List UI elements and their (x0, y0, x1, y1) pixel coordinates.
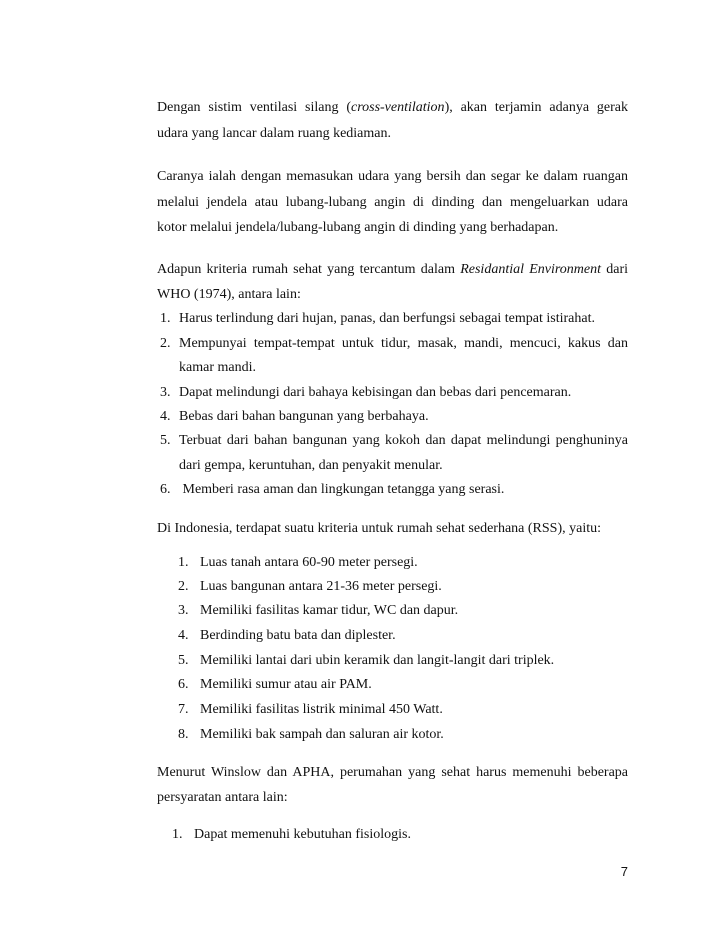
list-number: 4. (178, 628, 189, 643)
list-text: Berdinding batu bata dan diplester. (200, 628, 396, 643)
paragraph-3-line-2: WHO (1974), antara lain: (157, 287, 301, 302)
paragraph-2-line-3: kotor melalui jendela/lubang-lubang angin di dinding yang berhadapan. (157, 220, 559, 235)
list-number: 3. (160, 385, 171, 400)
text-run: dari (601, 262, 629, 277)
list-number: 6. (178, 677, 189, 692)
list-number: 5. (178, 653, 189, 668)
list-text: Memiliki fasilitas listrik minimal 450 Watt. (200, 702, 443, 717)
paragraph-1-line-1 (157, 99, 628, 117)
page-number: 7 (620, 864, 628, 879)
paragraph-4: Di Indonesia, terdapat suatu kriteria untuk rumah sehat sederhana (RSS), yaitu: (157, 521, 601, 536)
list-number: 1. (160, 311, 171, 326)
list-text: Memiliki bak sampah dan saluran air kotor. (200, 727, 444, 742)
list-text: Luas bangunan antara 21-36 meter persegi. (200, 579, 442, 594)
paragraph-3-line-1 (157, 261, 628, 279)
list-number: 2. (178, 579, 189, 594)
list-text: Memiliki sumur atau air PAM. (200, 677, 372, 692)
italic-term: Residantial Environment (460, 262, 602, 277)
paragraph-1-line-2: udara yang lancar dalam ruang kediaman. (157, 126, 392, 141)
list-number: 2. (160, 336, 171, 351)
text-run: ), akan terjamin adanya gerak (444, 100, 628, 115)
list-number: 8. (178, 727, 189, 742)
list-text: Bebas dari bahan bangunan yang berbahaya. (179, 409, 429, 424)
list-number: 1. (172, 827, 183, 842)
list-text: Memiliki lantai dari ubin keramik dan langit-langit dari triplek. (200, 653, 555, 668)
list-text: Memiliki fasilitas kamar tidur, WC dan dapur. (200, 603, 459, 618)
list-number: 7. (178, 702, 189, 717)
list-number: 3. (178, 603, 189, 618)
text-run: Dengan sistim ventilasi silang ( (157, 100, 351, 115)
list-number: 5. (160, 433, 171, 448)
list-text: kamar mandi. (179, 360, 256, 375)
list-number: 6. (160, 482, 171, 497)
list-text: Luas tanah antara 60-90 meter persegi. (200, 555, 418, 570)
list-text: Dapat melindungi dari bahaya kebisingan dan bebas dari pencemaran. (179, 385, 572, 400)
paragraph-2-line-1: Caranya ialah dengan memasukan udara yang bersih dan segar ke dalam ruangan (157, 169, 628, 184)
list-text: dari gempa, keruntuhan, dan penyakit menular. (179, 458, 443, 473)
italic-term: cross-ventilation (350, 100, 445, 115)
text-run: Adapun kriteria rumah sehat yang tercantum dalam (157, 262, 461, 277)
paragraph-2-line-2: melalui jendela atau lubang-lubang angin di dinding dan mengeluarkan udara (157, 195, 628, 210)
list-text: Mempunyai tempat-tempat untuk tidur, masak, mandi, mencuci, kakus dan (179, 336, 628, 351)
list-text: Terbuat dari bahan bangunan yang kokoh dan dapat melindungi penghuninya (179, 433, 628, 448)
list-number: 1. (178, 555, 189, 570)
list-text: Harus terlindung dari hujan, panas, dan berfungsi sebagai tempat istirahat. (179, 311, 595, 326)
paragraph-5-line-1: Menurut Winslow dan APHA, perumahan yang sehat harus memenuhi beberapa (157, 765, 628, 780)
list-text: Memberi rasa aman dan lingkungan tetangga yang serasi. (179, 482, 505, 497)
list-number: 4. (160, 409, 171, 424)
list-text: Dapat memenuhi kebutuhan fisiologis. (194, 827, 411, 842)
paragraph-5-line-2: persyaratan antara lain: (157, 790, 288, 805)
